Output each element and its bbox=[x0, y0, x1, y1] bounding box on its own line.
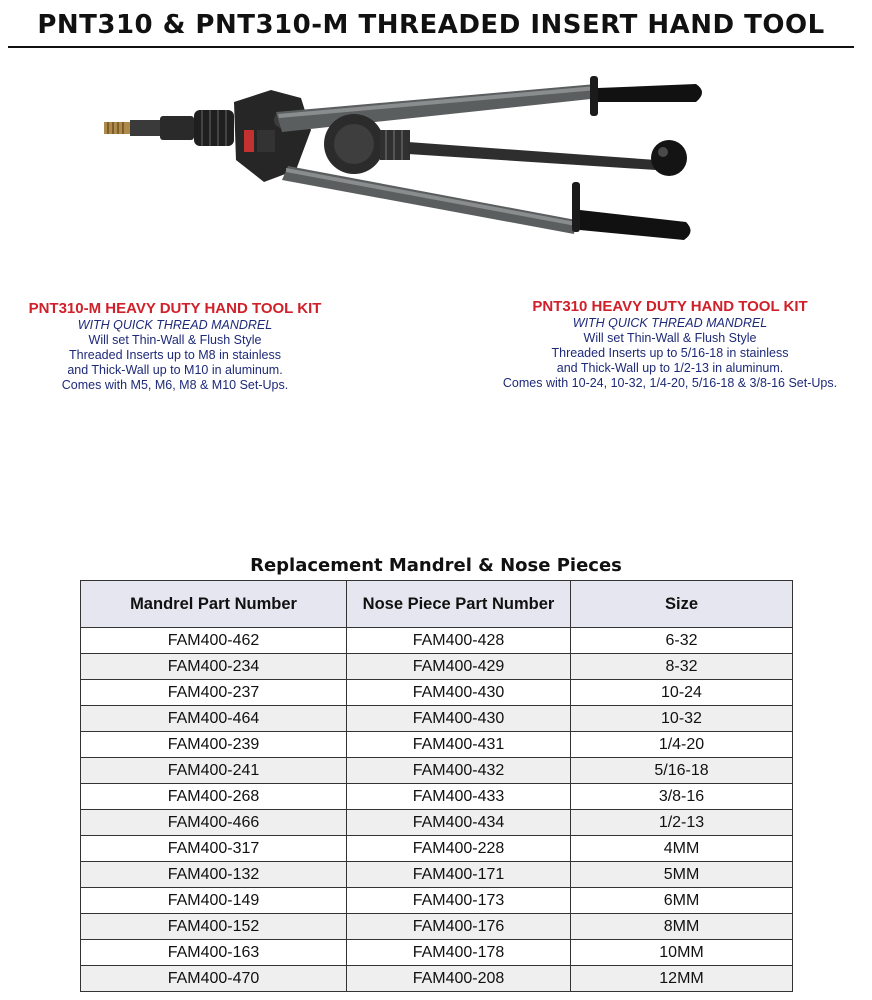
size-cell: 10-32 bbox=[571, 706, 793, 732]
size-cell: 1/4-20 bbox=[571, 732, 793, 758]
table-body bbox=[81, 628, 793, 992]
upper-grip bbox=[590, 76, 702, 116]
size-cell: 5MM bbox=[571, 862, 793, 888]
kit-standard-line: Threaded Inserts up to 5/16-18 in stainless bbox=[551, 346, 789, 360]
page-title: PNT310 & PNT310-M THREADED INSERT HAND TOOL bbox=[37, 10, 825, 40]
nose-collar bbox=[194, 110, 234, 146]
page-header bbox=[8, 0, 854, 48]
table-row bbox=[81, 836, 793, 862]
table-row bbox=[81, 888, 793, 914]
mandrel-part-cell: FAM400-470 bbox=[81, 966, 347, 992]
table-title: Replacement Mandrel & Nose Pieces bbox=[250, 555, 622, 576]
size-cell: 6-32 bbox=[571, 628, 793, 654]
mandrel-part-cell: FAM400-237 bbox=[81, 680, 347, 706]
table-row bbox=[81, 862, 793, 888]
size-cell: 1/2-13 bbox=[571, 810, 793, 836]
nose-piece-part-cell: FAM400-208 bbox=[347, 966, 571, 992]
size-cell: 4MM bbox=[571, 836, 793, 862]
upper-arm bbox=[276, 84, 600, 132]
mandrel-tip bbox=[104, 116, 194, 140]
nose-piece-part-cell: FAM400-430 bbox=[347, 706, 571, 732]
size-cell: 3/8-16 bbox=[571, 784, 793, 810]
kit-standard-line: Will set Thin-Wall & Flush Style bbox=[583, 331, 757, 345]
size-cell: 8-32 bbox=[571, 654, 793, 680]
size-cell: 10MM bbox=[571, 940, 793, 966]
hand-tool-image bbox=[96, 70, 716, 260]
mandrel-part-cell: FAM400-241 bbox=[81, 758, 347, 784]
nose-piece-part-cell: FAM400-176 bbox=[347, 914, 571, 940]
table-row bbox=[81, 680, 793, 706]
table-row bbox=[81, 940, 793, 966]
size-cell: 12MM bbox=[571, 966, 793, 992]
kit-metric-line: Comes with M5, M6, M8 & M10 Set-Ups. bbox=[61, 378, 289, 392]
table-header-row bbox=[81, 581, 793, 628]
mandrel-part-cell: FAM400-268 bbox=[81, 784, 347, 810]
lower-grip bbox=[572, 182, 691, 240]
table-row bbox=[81, 628, 793, 654]
mandrel-part-cell: FAM400-149 bbox=[81, 888, 347, 914]
nose-piece-part-cell: FAM400-173 bbox=[347, 888, 571, 914]
size-cell: 5/16-18 bbox=[571, 758, 793, 784]
mandrel-part-cell: FAM400-464 bbox=[81, 706, 347, 732]
column-header-nose-piece: Nose Piece Part Number bbox=[347, 581, 571, 628]
table-row bbox=[81, 732, 793, 758]
nose-piece-part-cell: FAM400-433 bbox=[347, 784, 571, 810]
mandrel-part-cell: FAM400-152 bbox=[81, 914, 347, 940]
mandrel-part-cell: FAM400-317 bbox=[81, 836, 347, 862]
kit-standard-subtitle: WITH QUICK THREAD MANDREL bbox=[572, 316, 768, 330]
nose-piece-part-cell: FAM400-434 bbox=[347, 810, 571, 836]
kit-standard-line: Comes with 10-24, 10-32, 1/4-20, 5/16-18 & 3/8-16 Set-Ups. bbox=[502, 376, 838, 390]
table-row bbox=[81, 966, 793, 992]
table-row bbox=[81, 706, 793, 732]
mandrel-part-cell: FAM400-132 bbox=[81, 862, 347, 888]
mandrel-part-cell: FAM400-466 bbox=[81, 810, 347, 836]
nose-piece-part-cell: FAM400-178 bbox=[347, 940, 571, 966]
nose-piece-part-cell: FAM400-429 bbox=[347, 654, 571, 680]
column-header-mandrel: Mandrel Part Number bbox=[81, 581, 347, 628]
table-row bbox=[81, 654, 793, 680]
nose-piece-part-cell: FAM400-432 bbox=[347, 758, 571, 784]
mandrel-part-cell: FAM400-163 bbox=[81, 940, 347, 966]
ratchet-handle bbox=[408, 140, 687, 176]
mandrel-part-cell: FAM400-462 bbox=[81, 628, 347, 654]
mandrel-part-cell: FAM400-234 bbox=[81, 654, 347, 680]
nose-piece-part-cell: FAM400-228 bbox=[347, 836, 571, 862]
nose-piece-part-cell: FAM400-431 bbox=[347, 732, 571, 758]
nose-piece-part-cell: FAM400-171 bbox=[347, 862, 571, 888]
nose-piece-part-cell: FAM400-430 bbox=[347, 680, 571, 706]
kit-metric-description bbox=[10, 300, 340, 393]
kit-standard-line: and Thick-Wall up to 1/2-13 in aluminum. bbox=[556, 361, 784, 375]
kit-metric-title: PNT310-M HEAVY DUTY HAND TOOL KIT bbox=[28, 300, 322, 317]
column-header-size: Size bbox=[571, 581, 793, 628]
pivot-housing bbox=[324, 114, 410, 174]
size-cell: 6MM bbox=[571, 888, 793, 914]
table-row bbox=[81, 784, 793, 810]
size-cell: 8MM bbox=[571, 914, 793, 940]
mandrel-part-cell: FAM400-239 bbox=[81, 732, 347, 758]
lower-arm bbox=[282, 166, 576, 234]
size-cell: 10-24 bbox=[571, 680, 793, 706]
nose-piece-part-cell: FAM400-428 bbox=[347, 628, 571, 654]
table-row bbox=[81, 758, 793, 784]
table-row bbox=[81, 914, 793, 940]
kit-metric-subtitle: WITH QUICK THREAD MANDREL bbox=[77, 318, 273, 332]
kit-standard-title: PNT310 HEAVY DUTY HAND TOOL KIT bbox=[532, 298, 808, 315]
replacement-parts-table bbox=[80, 580, 793, 992]
kit-metric-line: and Thick-Wall up to M10 in aluminum. bbox=[67, 363, 283, 377]
kit-metric-line: Will set Thin-Wall & Flush Style bbox=[88, 333, 262, 347]
kit-metric-line: Threaded Inserts up to M8 in stainless bbox=[69, 348, 281, 362]
kit-standard-description bbox=[490, 298, 850, 391]
table-row bbox=[81, 810, 793, 836]
